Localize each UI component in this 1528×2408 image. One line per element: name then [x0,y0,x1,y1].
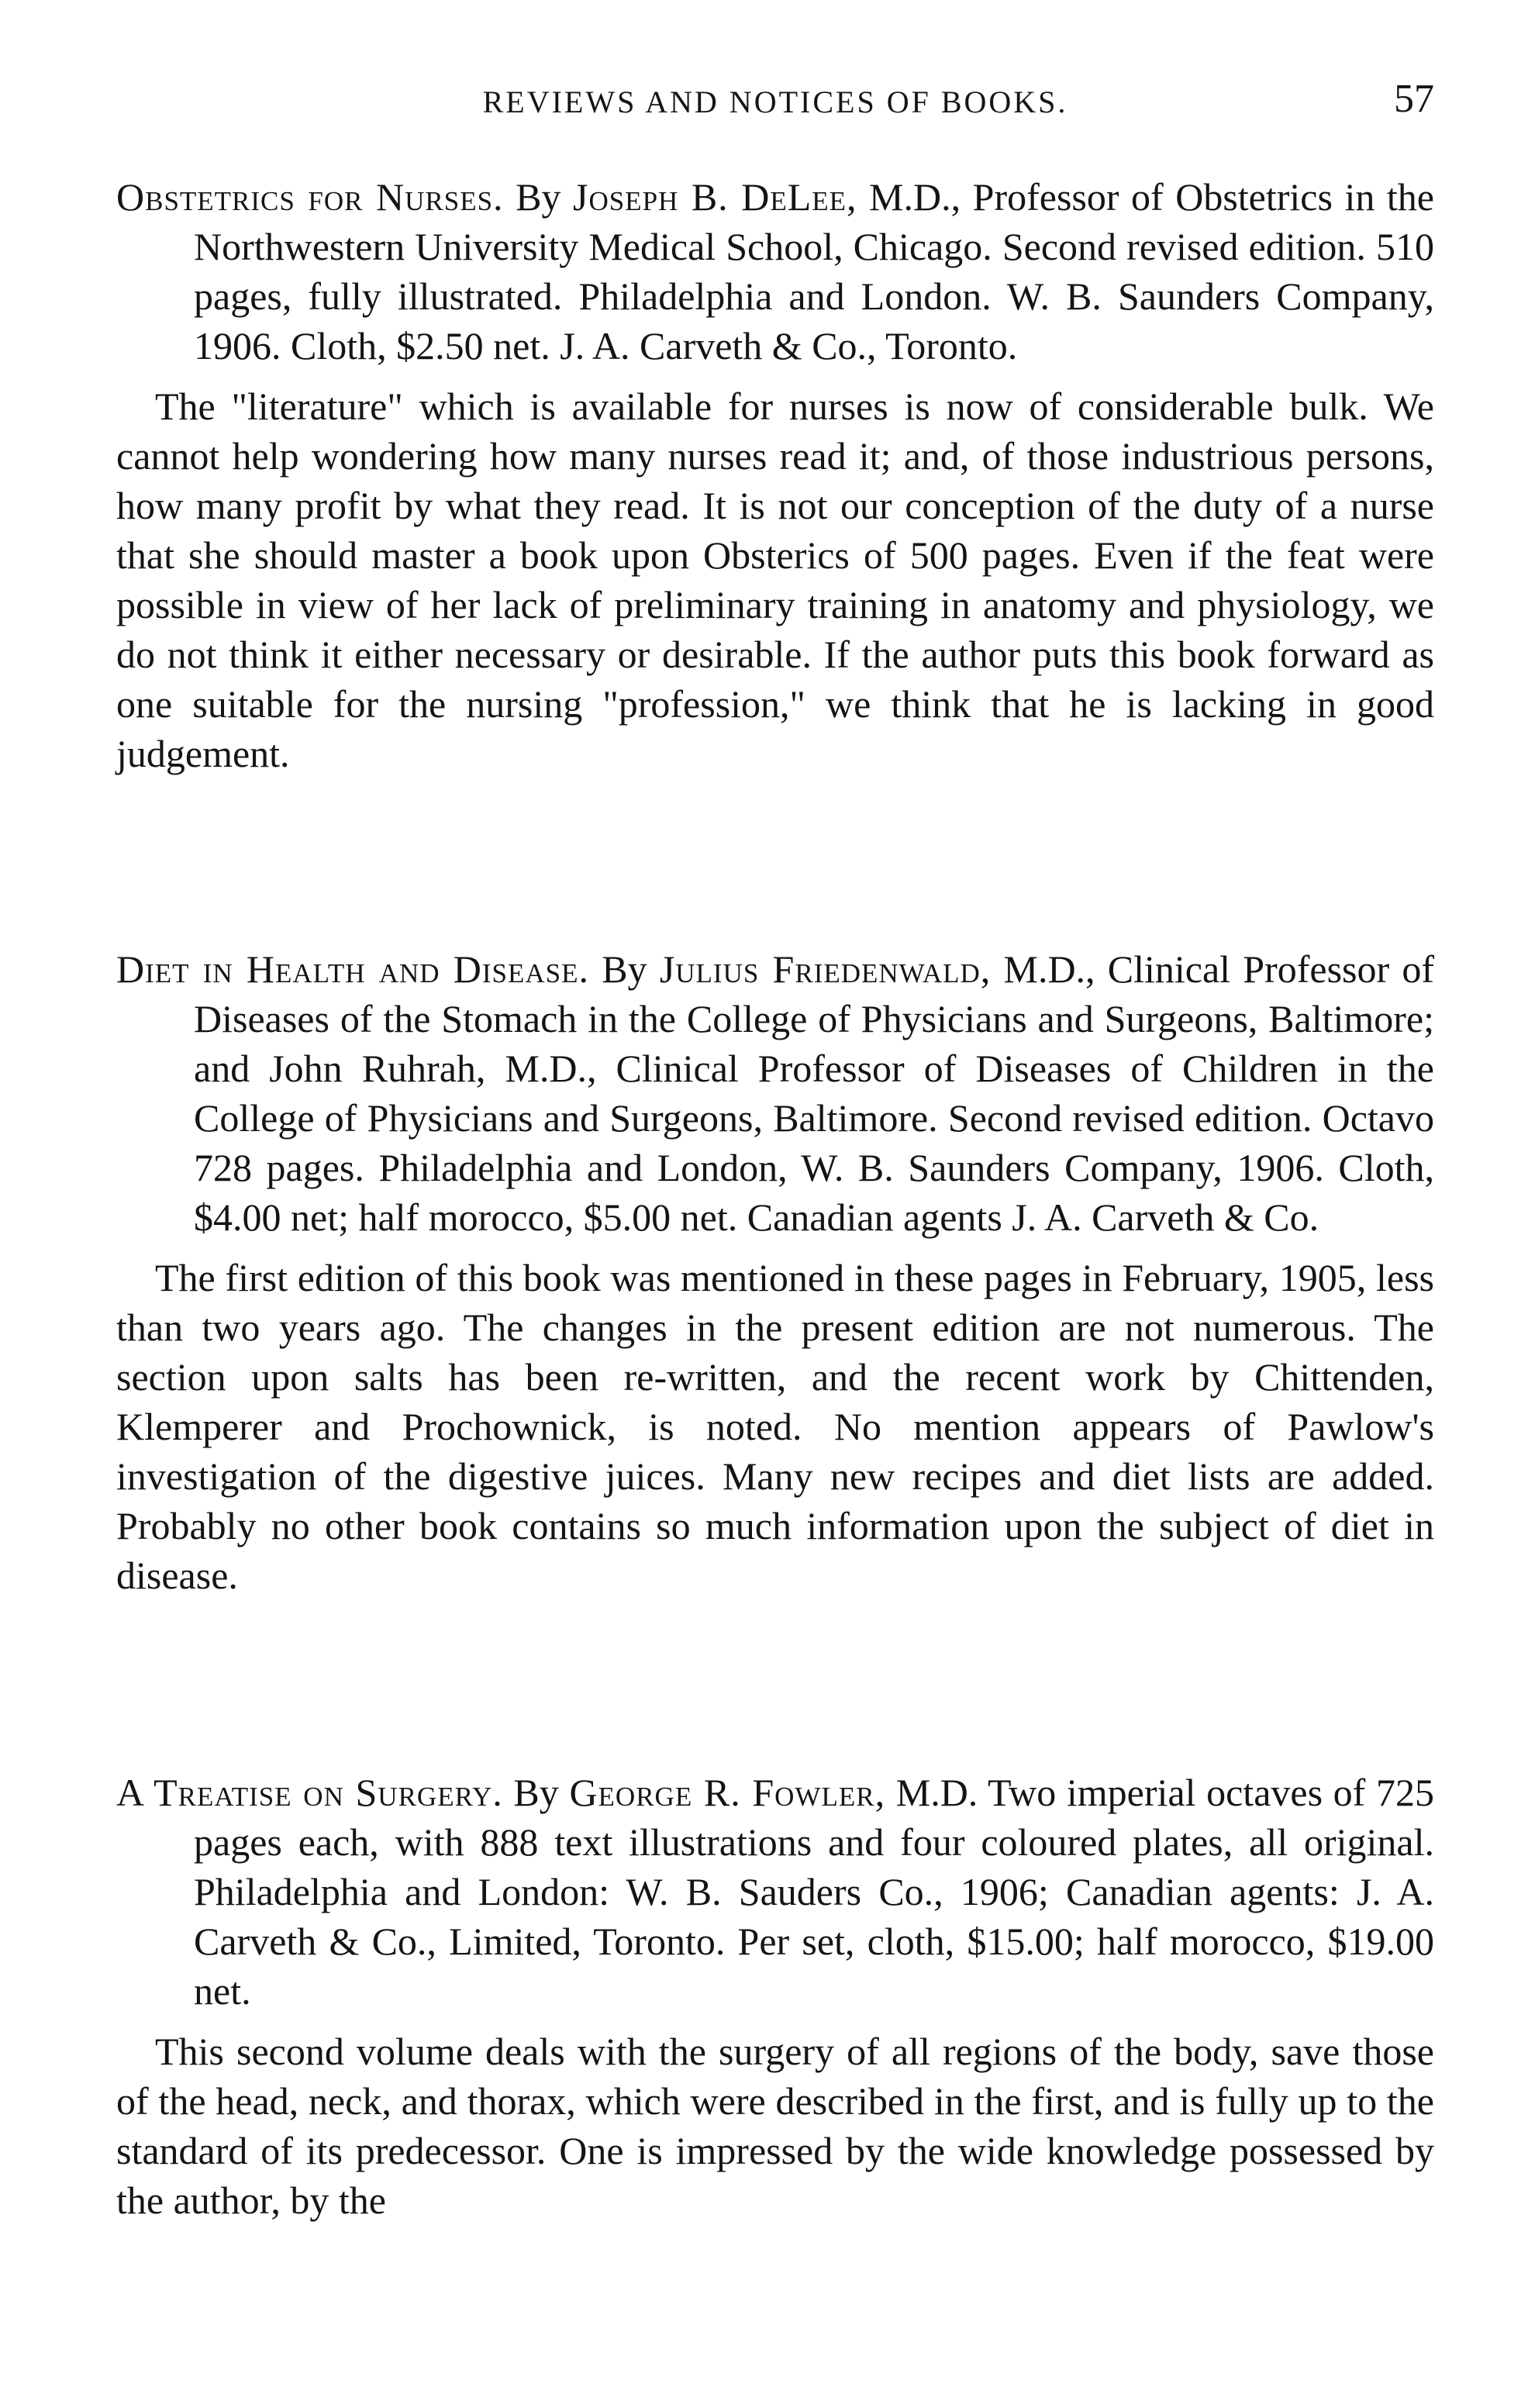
book-title: A Treatise on Surgery. [116,1771,503,1814]
review-obstetrics-for-nurses [116,172,1434,778]
page-number: 57 [1394,77,1434,121]
review-citation [116,944,1434,1242]
review-body: This second volume deals with the surgery of all regions of the body, save those of the head, neck, and thorax, which were described in the first, and is fully up to the standard of its predecessor. One is impressed by the wide knowledge possessed by the author, by the [116,2030,1434,2222]
book-details: M.D., Professor of Obstetrics in the Northwestern University Medical School, Chicago. Second revised edition. 510 pages, fully illustrated. Philadelphia and London. W. B. Saunders Company, 1906. Cloth, $2.50 net. J. A. Carveth & Co., Toronto. [194,175,1434,367]
book-details: M.D., Clinical Professor of Diseases of the Stomach in the College of Physicians and Surgeons, Baltimore; and John Ruhrah, M.D., Clinical Professor of Diseases of Children in the College of Physicians and Surgeons, Baltimore. Second revised edition. Octavo 728 pages. Philadelphia and London, W. B. Saunders Company, 1906. Cloth, $4.00 net; half morocco, $5.00 net. Canadian agents J. A. Carveth & Co. [194,947,1435,1239]
review-citation [116,1768,1434,2016]
running-header [116,77,1434,130]
review-citation [116,172,1434,371]
review-diet-in-health-and-disease [116,944,1434,1600]
book-title: Obstetrics for Nurses. [116,175,504,219]
book-author: Joseph B. DeLee, [572,175,857,219]
book-details: M.D. Two imperial octaves of 725 pages each, with 888 text illustrations and four coloured plates, all original. Philadelphia and London: W. B. Sauders Co., 1906; Canadian agents: J. A. Carveth & Co., Limited, Toronto. Per set, cloth, $15.00; half morocco, $19.00 net. [194,1771,1434,2013]
review-body: The "literature" which is available for nurses is now of considerable bulk. We cannot help wondering how many nurses read it; and, of those industrious persons, how many profit by what they read. It is not our conception of the duty of a nurse that she should master a book upon Obsterics of 500 pages. Even if the feat were possible in view of her lack of preliminary training in anatomy and physiology, we do not think it either necessary or desirable. If the author puts this book forward as one suitable for the nursing "profession," we think that he is lacking in good judgement. [116,385,1434,775]
book-title: Diet in Health and Disease. [116,947,589,991]
review-treatise-on-surgery [116,1768,1434,2225]
author-prefix: By [602,947,647,991]
book-author: Julius Friedenwald, [659,947,992,991]
book-author: George R. Fowler, [569,1771,886,1814]
author-prefix: By [513,1771,559,1814]
running-title: REVIEWS AND NOTICES OF BOOKS. [482,85,1068,119]
review-body: The first edition of this book was mentioned in these pages in February, 1905, less than two years ago. The changes in the present edition are not numerous. The section upon salts has been re-written, and the recent work by Chittenden, Klemperer and Prochownick, is noted. No mention appears of Pawlow's investigation of the digestive juices. Many new recipes and diet lists are added. Probably no other book contains so much information upon the subject of diet in disease. [116,1256,1434,1597]
author-prefix: By [516,175,561,219]
